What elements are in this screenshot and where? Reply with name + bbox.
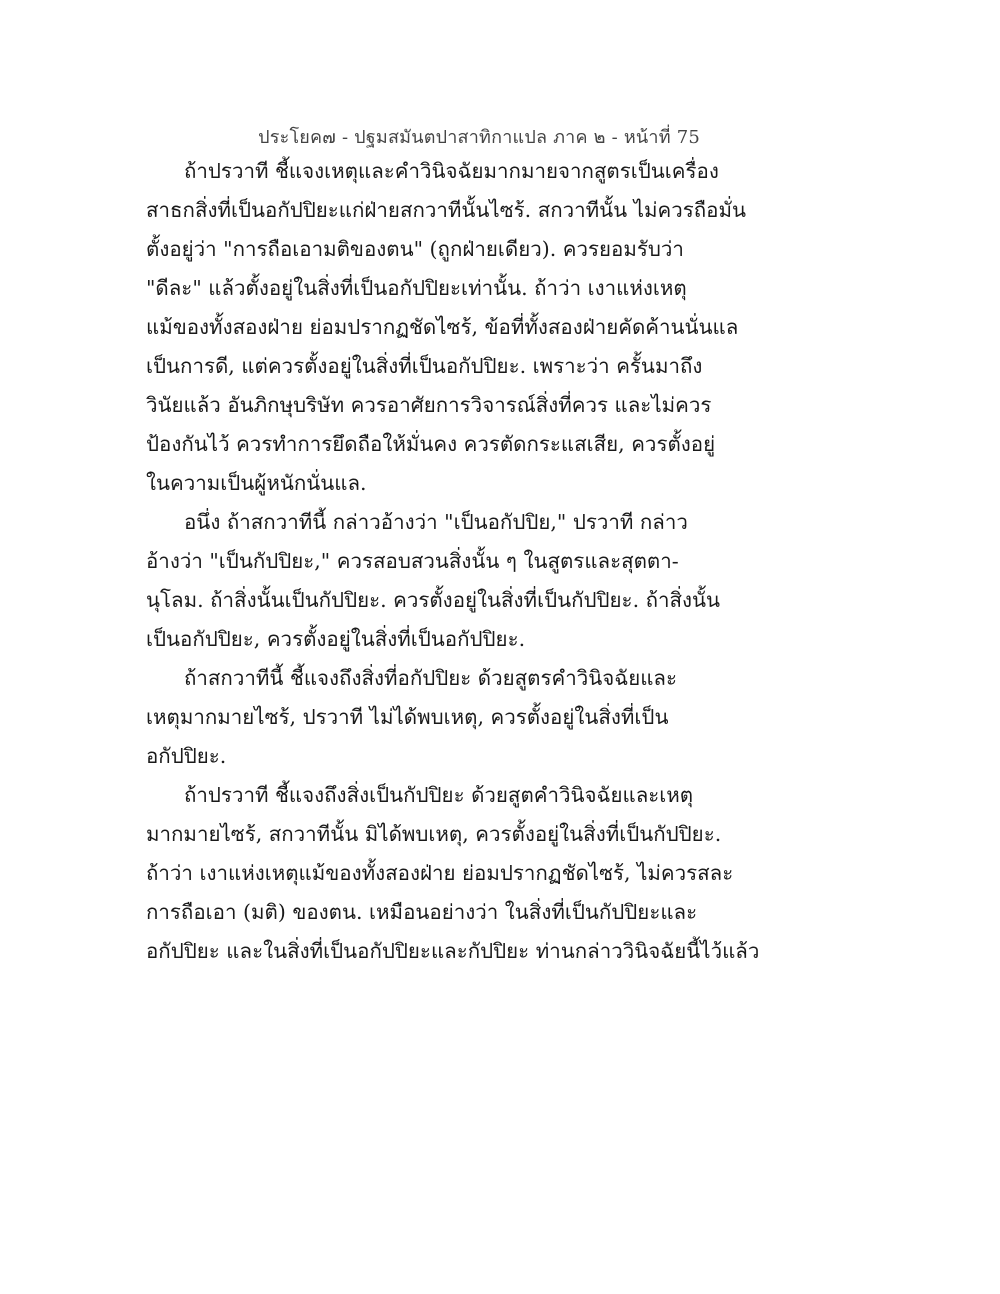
text-line: ถ้าปรวาที ชี้แจงเหตุและคำวินิจฉัยมากมายจากสูตรเป็นเครื่อง	[184, 159, 719, 183]
text-line: ป้องกันไว้ ควรทำการยึดถือให้มั่นคง ควรตัดกระแสเสีย, ควรตั้งอยู่	[146, 432, 716, 456]
text-line: ถ้าว่า เงาแห่งเหตุแม้ของทั้งสองฝ่าย ย่อมปรากฏชัดไซร้, ไม่ควรสละ	[146, 861, 734, 885]
text-line: "ดีละ" แล้วตั้งอยู่ในสิ่งที่เป็นอกัปปิยะเท่านั้น. ถ้าว่า เงาแห่งเหตุ	[146, 276, 687, 300]
text-line: อนึ่ง ถ้าสกวาทีนี้ กล่าวอ้างว่า "เป็นอกัปปิย," ปรวาที กล่าว	[184, 510, 688, 534]
text-line: ตั้งอยู่ว่า "การถือเอามติของตน" (ถูกฝ่ายเดียว). ควรยอมรับว่า	[146, 237, 684, 261]
text-line: อกัปปิยะ และในสิ่งที่เป็นอกัปปิยะและกัปปิยะ ท่านกล่าววินิจฉัยนี้ไว้แล้ว	[146, 939, 760, 963]
text-line: มากมายไซร้, สกวาทีนั้น มิได้พบเหตุ, ควรตั้งอยู่ในสิ่งที่เป็นกัปปิยะ.	[146, 822, 722, 846]
text-line: การถือเอา (มติ) ของตน. เหมือนอย่างว่า ในสิ่งที่เป็นกัปปิยะและ	[146, 900, 698, 924]
text-line: เป็นอกัปปิยะ, ควรตั้งอยู่ในสิ่งที่เป็นอกัปปิยะ.	[146, 627, 526, 651]
text-line: อ้างว่า "เป็นกัปปิยะ," ควรสอบสวนสิ่งนั้น ๆ ในสูตรและสุตตา-	[146, 549, 679, 573]
running-header: ประโยค๗ - ปฐมสมันตปาสาทิกาแปล ภาค ๒ - หน้าที่ 75	[258, 127, 700, 148]
body-text	[146, 152, 760, 971]
text-line: สาธกสิ่งที่เป็นอกัปปิยะแก่ฝ่ายสกวาทีนั้นไซร้. สกวาทีนั้น ไม่ควรถือมั่น	[146, 198, 747, 222]
text-line: ในความเป็นผู้หนักนั่นแล.	[146, 471, 367, 495]
text-line: ถ้าปรวาที ชี้แจงถึงสิ่งเป็นกัปปิยะ ด้วยสูตคำวินิจฉัยและเหตุ	[184, 783, 694, 807]
text-line: นุโลม. ถ้าสิ่งนั้นเป็นกัปปิยะ. ควรตั้งอยู่ในสิ่งที่เป็นกัปปิยะ. ถ้าสิ่งนั้น	[146, 588, 721, 612]
text-line: วินัยแล้ว อันภิกษุบริษัท ควรอาศัยการวิจารณ์สิ่งที่ควร และไม่ควร	[146, 393, 712, 417]
text-line: เหตุมากมายไซร้, ปรวาที ไม่ได้พบเหตุ, ควรตั้งอยู่ในสิ่งที่เป็น	[146, 705, 669, 729]
text-line: เป็นการดี, แต่ควรตั้งอยู่ในสิ่งที่เป็นอกัปปิยะ. เพราะว่า ครั้นมาถึง	[146, 354, 703, 378]
text-line: แม้ของทั้งสองฝ่าย ย่อมปรากฏชัดไซร้, ข้อที่ทั้งสองฝ่ายคัดค้านนั่นแล	[146, 315, 739, 339]
text-line: ถ้าสกวาทีนี้ ชี้แจงถึงสิ่งที่อกัปปิยะ ด้วยสูตรคำวินิจฉัยและ	[184, 666, 678, 690]
text-line: อกัปปิยะ.	[146, 744, 227, 768]
